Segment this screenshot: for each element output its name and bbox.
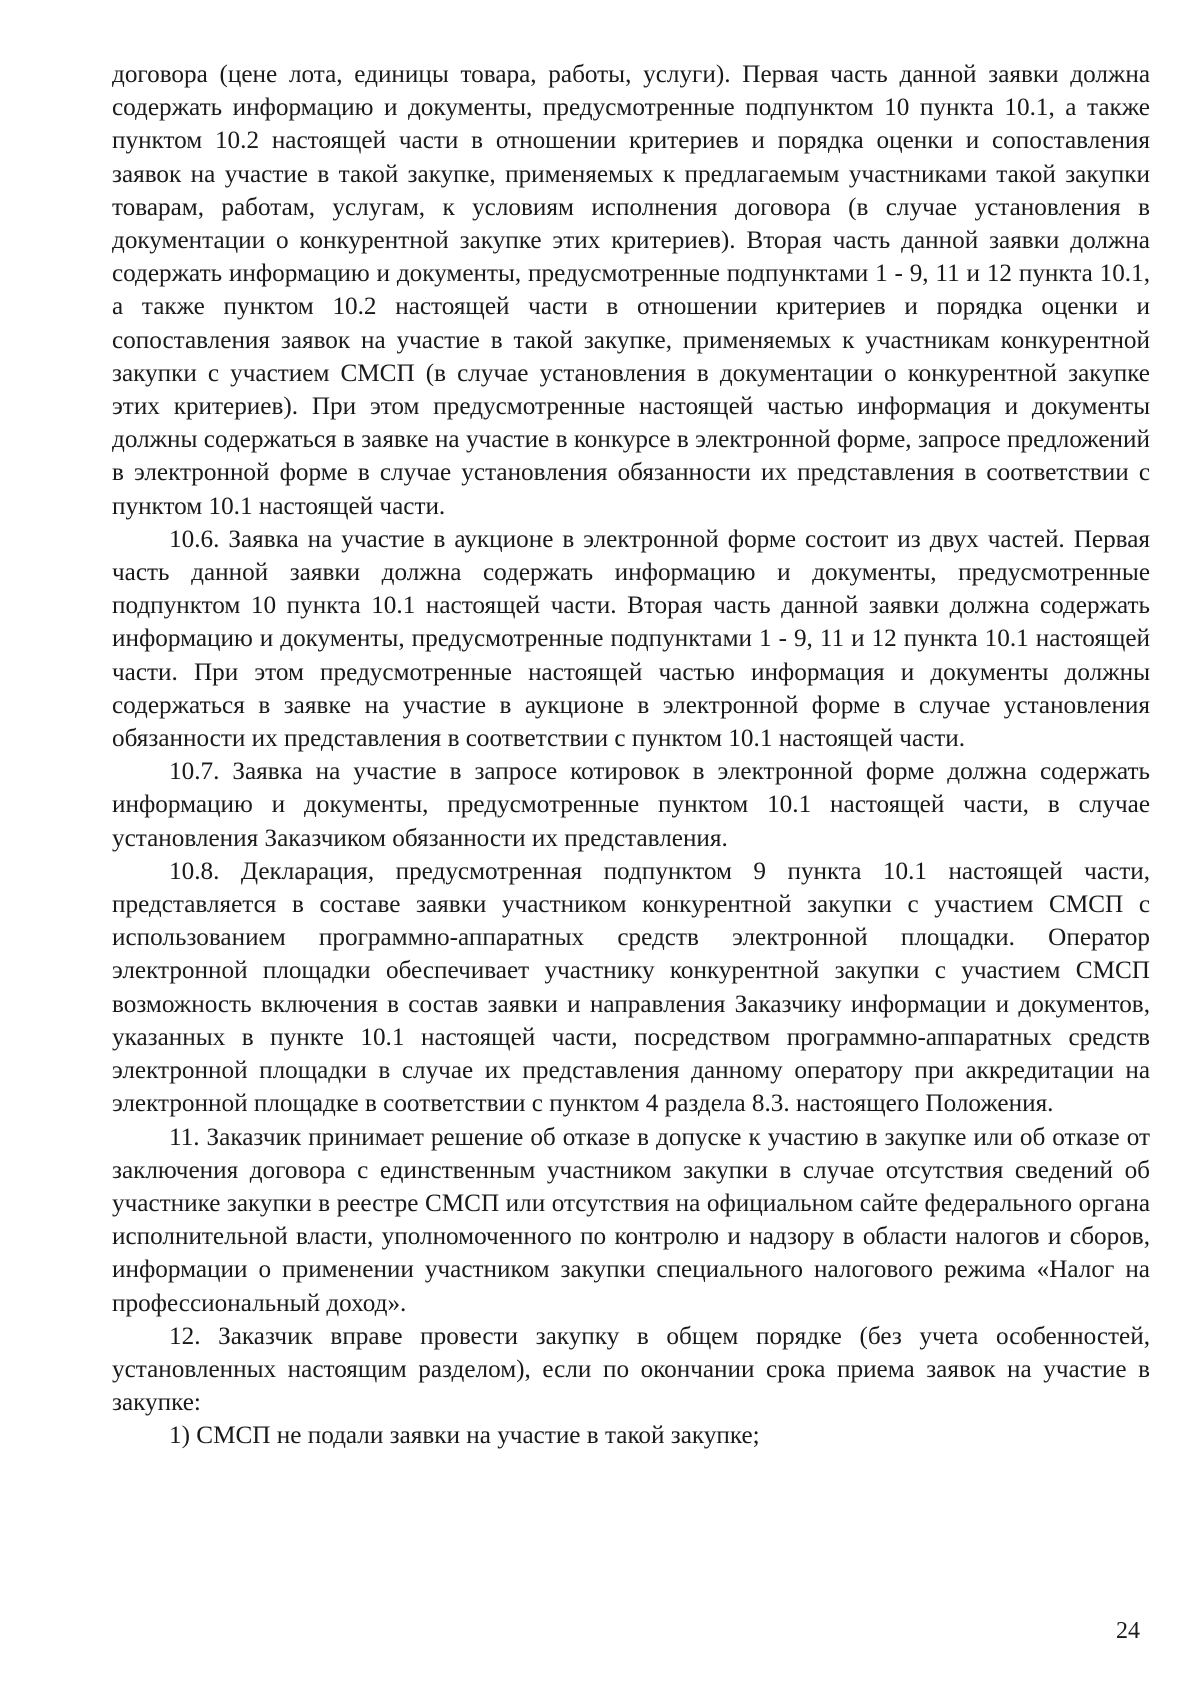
- paragraph-12-item-1: 1) СМСП не подали заявки на участие в такой закупке;: [169, 1422, 760, 1450]
- paragraph-11: 11. Заказчик принимает решение об отказе в допуске к участию в закупке или об отказе от заключения договора с единственным участником закупки в случае отсутствия сведений об участнике закупки в реестре СМСП или отсутствия на официальном сайте федерального органа исполнительной власти, уполномоченного по контролю и надзору в области налогов и сборов, информации о применении участником закупки специального налогового режима «Налог на профессиональный доход».: [112, 1123, 1150, 1317]
- paragraph-10-7: 10.7. Заявка на участие в запросе котировок в электронной форме должна содержать информацию и документы, предусмотренные пунктом 10.1 настоящей части, в случае установления Заказчиком обязанности их представления.: [112, 758, 1150, 852]
- paragraph-continuation: договора (цене лота, единицы товара, работы, услуги). Первая часть данной заявки должна содержать информацию и документы, предусмотренные подпунктом 10 пункта 10.1, а также пунктом 10.2 настоящей части в отношении критериев и порядка оценки и сопоставления заявок на участие в такой закупке, применяемых к предлагаемым участниками такой закупки товарам, работам, услугам, к условиям исполнения договора (в случае установления в документации о конкурентной закупке этих критериев). Вторая часть данной заявки должна содержать информацию и документы, предусмотренные подпунктами 1 - 9, 11 и 12 пункта 10.1, а также пунктом 10.2 настоящей части в отношении критериев и порядка оценки и сопоставления заявок на участие в такой закупке, применяемых к участникам конкурентной закупки с участием СМСП (в случае установления в документации о конкурентной закупке этих критериев). При этом предусмотренные настоящей частью информация и документы должны содержаться в заявке на участие в конкурсе в электронной форме, запросе предложений в электронной форме в случае установления обязанности их представления в соответствии с пунктом 10.1 настоящей части.: [112, 61, 1150, 520]
- paragraph-12: 12. Заказчик вправе провести закупку в общем порядке (без учета особенностей, установленных настоящим разделом), если по окончании срока приема заявок на участие в закупке:: [112, 1322, 1150, 1417]
- paragraph-10-6: 10.6. Заявка на участие в аукционе в электронной форме состоит из двух частей. Первая часть данной заявки должна содержать информацию и документы, предусмотренные подпунктом 10 пункта 10.1 настоящей части. Вторая часть данной заявки должна содержать информацию и документы, предусмотренные подпунктами 1 - 9, 11 и 12 пункта 10.1 настоящей части. При этом предусмотренные настоящей частью информация и документы должны содержаться в заявке на участие в аукционе в электронной форме в случае установления обязанности их представления в соответствии с пунктом 10.1 настоящей части.: [112, 525, 1150, 753]
- document-body: [112, 58, 1150, 1453]
- page-number: 24: [1116, 1618, 1140, 1644]
- paragraph-10-8: 10.8. Декларация, предусмотренная подпунктом 9 пункта 10.1 настоящей части, представляется в составе заявки участником конкурентной закупки с участием СМСП с использованием программно-аппаратных средств электронной площадки. Оператор электронной площадки обеспечивает участнику конкурентной закупки с участием СМСП возможность включения в состав заявки и направления Заказчику информации и документов, указанных в пункте 10.1 настоящей части, посредством программно-аппаратных средств электронной площадки в случае их представления данному оператору при аккредитации на электронной площадке в соответствии с пунктом 4 раздела 8.3. настоящего Положения.: [112, 857, 1150, 1118]
